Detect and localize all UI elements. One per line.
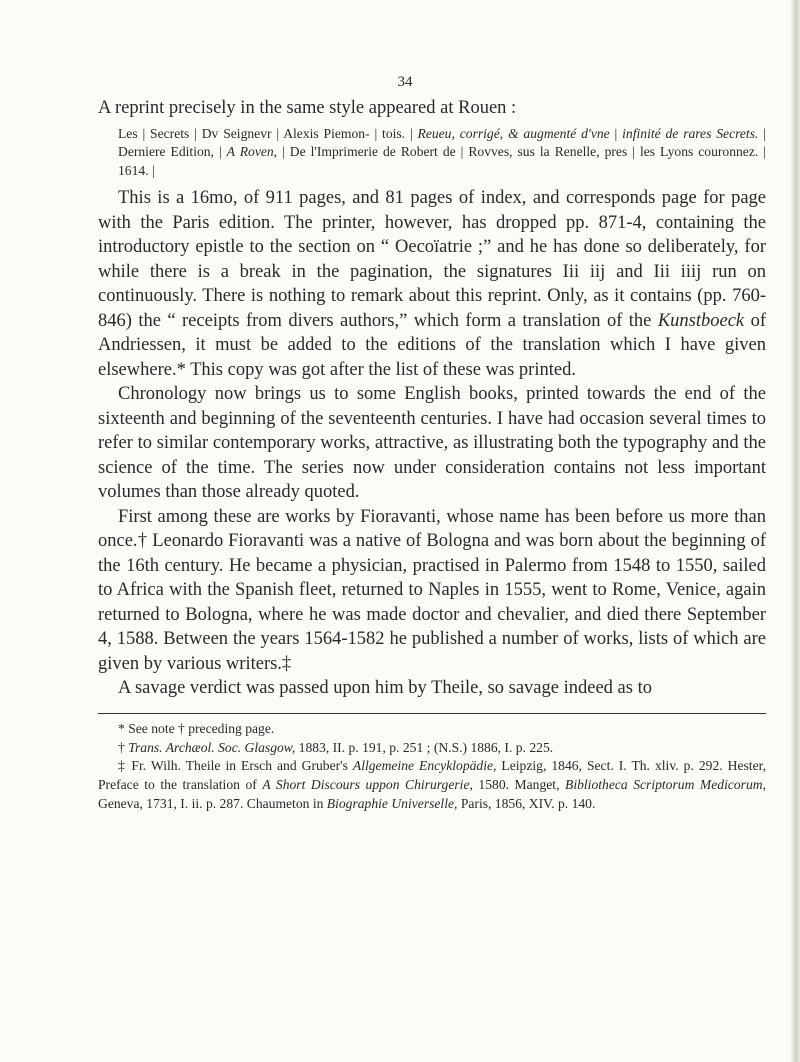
footnote-1: * See note † preceding page. [118, 720, 275, 736]
footnote-divider [98, 713, 766, 714]
paragraph-fioravanti: First among these are works by Fioravanti, whose name has been before us more than once.† Leonardo Fioravanti was a native of Bologna and was born about the beginning of the 16th century. He became a physician, practised in Palermo from 1548 to 1550, sailed to Africa with the Spanish fleet, returned to Naples in 1555, went to Rome, Venice, again returned to Bologna, where he was made doctor and chevalier, and died there September 4, 1588. Between the years 1564-1582 he published a number of works, lists of which are given by various writers.‡ [98, 506, 766, 674]
page-edge-shadow [791, 0, 800, 1062]
footnote-3: ‡ Fr. Wilh. Theile in Ersch and Gruber's Allgemeine Encyklopädie, Leipzig, 1846, Sect. I. Th. xliv. p. 292. Hester, Preface to the translation of A Short Discours uppon Chirurgerie, 1580. Manget, Bibliotheca Scriptorum Medicorum, Geneva, 1731, I. ii. p. 287. Chaumeton in Biographie Universelle, Paris, 1856, XIV. p. 140. [98, 758, 766, 811]
intro-line: A reprint precisely in the same style appeared at Rouen : [98, 98, 517, 118]
page-number: 34 [397, 74, 413, 90]
footnote-2: † Trans. Archæol. Soc. Glasgow, 1883, II. p. 191, p. 251 ; (N.S.) 1886, I. p. 225. [118, 739, 554, 755]
paragraph-chronology: Chronology now brings us to some English books, printed towards the end of the sixteenth and beginning of the seventeenth centuries. I have had occasion several times to refer to similar contemporary works, attractive, as illustrating both the typography and the science of the time. The series now under consideration contains not less important volumes than those already quoted. [98, 384, 766, 503]
paragraph-edition-description: This is a 16mo, of 911 pages, and 81 pages of index, and corresponds page for page with the Paris edition. The printer, however, has dropped pp. 871-4, containing the introductory epistle to the section on “ Oecoïatrie ;” and he has done so deliberately, for while there is a break in the pagination, the signatures Iii iij and Iii iiij run on continuously. There is nothing to remark about this reprint. Only, as it contains (pp. 760-846) the “ receipts from divers authors,” which form a translation of the Kunstboeck of Andriessen, it must be added to the editions of the translation which I have given elsewhere.* This copy was got after the list of these was printed. [98, 188, 766, 380]
title-page-transcription: Les | Secrets | Dv Seignevr | Alexis Piemon- | tois. | Reueu, corrigé, & augmenté d'vne | infinité de rares Secrets. | Derniere Edition, | A Roven, | De l'Imprimerie de Robert de | Rovves, sus la Renelle, pres | les Lyons couronnez. | 1614. | [118, 125, 766, 178]
paragraph-verdict: A savage verdict was passed upon him by Theile, so savage indeed as to [118, 678, 652, 699]
page-body [98, 94, 766, 814]
